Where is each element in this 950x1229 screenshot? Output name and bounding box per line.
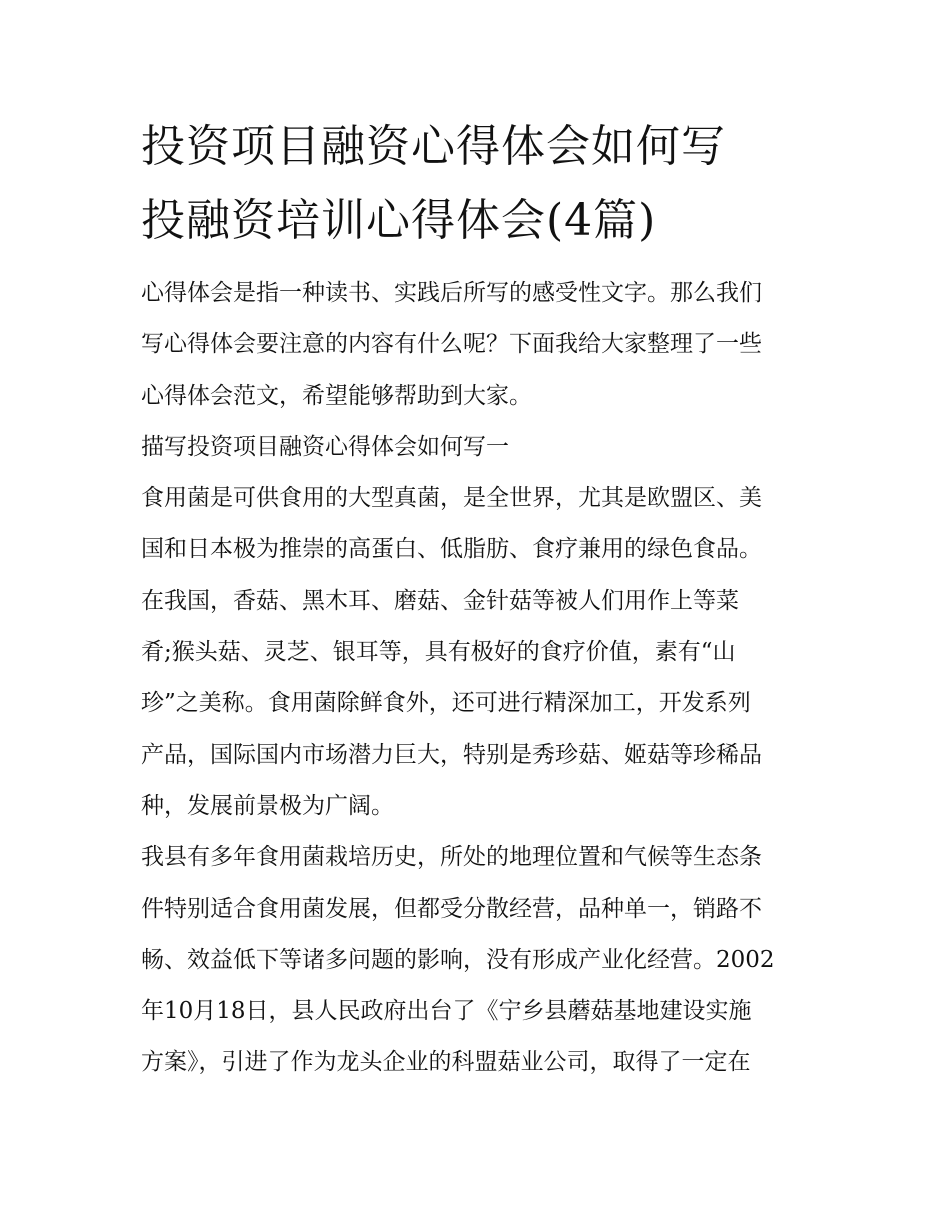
document-page [141, 110, 813, 1089]
body-line: 心得体会范文，希望能够帮助到大家。 [141, 382, 532, 409]
body-line: 产品，国际国内市场潜力巨大，特别是秀珍菇、姬菇等珍稀品 [141, 741, 762, 768]
body-line: 写心得体会要注意的内容有什么呢？下面我给大家整理了一些 [141, 331, 762, 358]
body-line: 国和日本极为推崇的高蛋白、低脂肪、食疗兼用的绿色食品。 [141, 536, 762, 563]
document-title [141, 110, 813, 258]
document-body [141, 268, 813, 1089]
body-line: 食用菌是可供食用的大型真菌，是全世界，尤其是欧盟区、美 [141, 485, 762, 512]
body-line: 珍”之美称。食用菌除鲜食外，还可进行精深加工，开发系列 [141, 690, 751, 717]
body-line: 种，发展前景极为广阔。 [141, 792, 394, 819]
body-line: 件特别适合食用菌发展，但都受分散经营，品种单一，销路不 [141, 895, 762, 922]
body-line: 肴;猴头菇、灵芝、银耳等，具有极好的食疗价值，素有“山 [141, 639, 736, 666]
section-heading: 描写投资项目融资心得体会如何写一 [141, 433, 509, 460]
body-line: 我县有多年食用菌栽培历史，所处的地理位置和气候等生态条 [141, 844, 762, 871]
title-line: 投融资培训心得体会(4篇) [141, 195, 657, 246]
body-line: 心得体会是指一种读书、实践后所写的感受性文字。那么我们 [141, 280, 762, 306]
title-line: 投资项目融资心得体会如何写 [141, 121, 726, 172]
body-line: 在我国，香菇、黑木耳、磨菇、金针菇等被人们用作上等菜 [141, 587, 739, 614]
body-line: 方案》，引进了作为龙头企业的科盟菇业公司，取得了一定在 [141, 1049, 751, 1076]
body-line: 年10月18日，县人民政府出台了《宁乡县蘑菇基地建设实施 [141, 998, 752, 1025]
body-line: 畅、效益低下等诸多问题的影响，没有形成产业化经营。2002 [141, 946, 775, 973]
